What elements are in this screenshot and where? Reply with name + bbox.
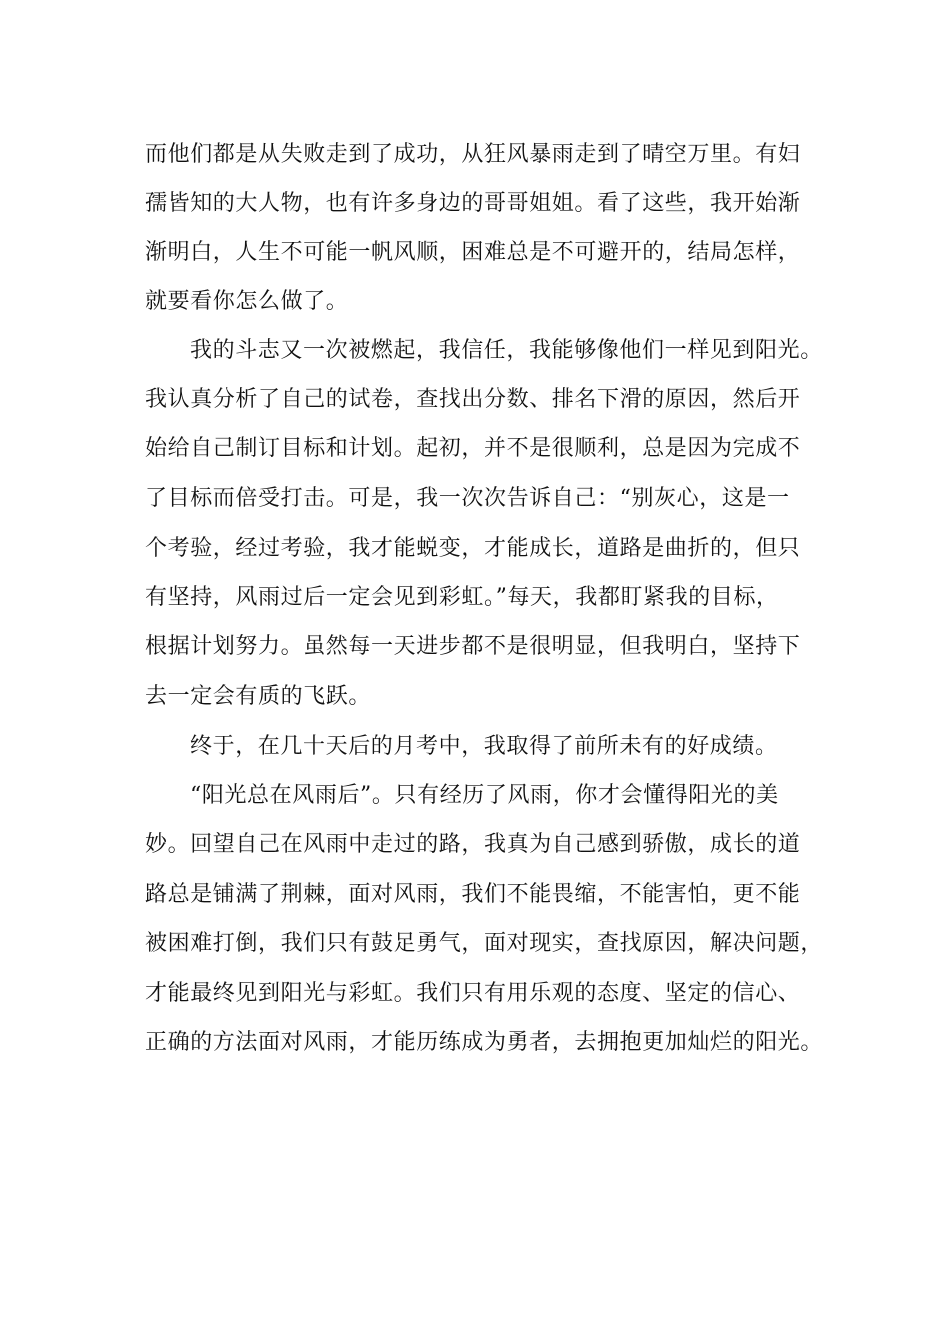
text-line: 才能最终见到阳光与彩虹。我们只有用乐观的态度、坚定的信心、 — [145, 981, 801, 1006]
text-line: 被困难打倒，我们只有鼓足勇气，面对现实，查找原因，解决问题， — [145, 931, 824, 956]
text-line: 孺皆知的大人物，也有许多身边的哥哥姐姐。看了这些，我开始渐 — [145, 191, 801, 216]
text-line: 正确的方法面对风雨，才能历练成为勇者，去拥抱更加灿烂的阳光。 — [145, 1030, 824, 1055]
text-line: 妙。回望自己在风雨中走过的路，我真为自己感到骄傲，成长的道 — [145, 832, 801, 857]
paragraph-first-line: 我的斗志又一次被燃起，我信任，我能够像他们一样见到阳光。 — [190, 338, 823, 363]
text-line: 我认真分析了自己的试卷，查找出分数、排名下滑的原因，然后开 — [145, 387, 801, 412]
text-line: 始给自己制订目标和计划。起初，并不是很顺利，总是因为完成不 — [145, 436, 801, 461]
text-line: 而他们都是从失败走到了成功，从狂风暴雨走到了晴空万里。有妇 — [145, 142, 801, 167]
paragraph-first-line: “阳光总在风雨后”。只有经历了风雨，你才会懂得阳光的美 — [190, 783, 779, 808]
paragraph-first-line: 终于，在几十天后的月考中，我取得了前所未有的好成绩。 — [190, 734, 778, 759]
text-line: 就要看你怎么做了。 — [145, 289, 349, 314]
text-line: 路总是铺满了荆棘，面对风雨，我们不能畏缩，不能害怕，更不能 — [145, 882, 801, 907]
text-line: 有坚持，风雨过后一定会见到彩虹。”每天，我都盯紧我的目标， — [145, 585, 779, 610]
text-line: 渐明白，人生不可能一帆风顺，困难总是不可避开的，结局怎样， — [145, 240, 801, 265]
text-line: 根据计划努力。虽然每一天进步都不是很明显，但我明白，坚持下 — [145, 634, 801, 659]
text-line: 个考验，经过考验，我才能蜕变，才能成长，道路是曲折的，但只 — [145, 536, 801, 561]
text-line: 去一定会有质的飞跃。 — [145, 684, 372, 709]
text-line: 了目标而倍受打击。可是，我一次次告诉自己：“别灰心，这是一 — [145, 486, 790, 511]
